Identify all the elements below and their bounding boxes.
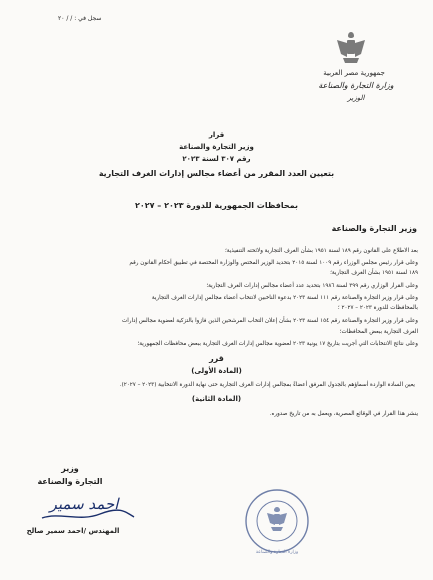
decision-subject-line1: بتعيين العدد المقرر من أعضاء مجالس إدارات الغرف التجارية	[98, 169, 335, 178]
preamble-line: وعلى قرار رئيس مجلس الوزراء رقم ١٠٠٩ لسنة ٢٠١٥ بتحديد الوزير المختص والوزارة المختصة في تطبيق أحكام القانون رقم	[129, 260, 418, 266]
preamble-line: وعلى قرار وزير التجارة والصناعة رقم ١١١ لسنة ٢٠٢٣ بدعوة الناخبين لانتخاب أعضاء مجالس إدارات الغرف التجارية	[151, 295, 418, 301]
preamble-line: وعلى القرار الوزاري رقم ٣٩٩ لسنة ١٩٨٦ بتحديد عدد أعضاء مجالس إدارات الغرف التجارية؛	[206, 283, 418, 289]
decision-subject-line2: بمحافظات الجمهورية للدورة ٢٠٢٣ – ٢٠٢٧	[134, 201, 299, 210]
article2-heading: (المادة الثانية)	[191, 395, 242, 403]
handwritten-signature: احمد سمير	[49, 495, 119, 513]
decision-issuer: وزير التجارة والصناعة	[179, 143, 254, 151]
preamble-line: وعلى نتائج الانتخابات التي أجريت بتاريخ ١٧ يونية ٢٠٢٣ لعضوية مجالس إدارات الغرف التجارية ببعض محافظات الجمهورية؛	[137, 341, 418, 347]
decided-label: قرر	[209, 354, 224, 363]
preamble-line: بعد الاطلاع على القانون رقم ١٨٩ لسنة ١٩٥١ بشأن الغرف التجارية ولائحته التنفيذية؛	[224, 248, 418, 254]
signature-stroke-icon	[40, 508, 136, 524]
preamble-line: بالمحافظات للدورة ٢٠٢٣ – ٢٠٢٧ ؛	[337, 305, 418, 311]
signatory-name: المهندس /احمد سمير صالح	[26, 527, 120, 535]
decision-label: قرار	[208, 131, 225, 139]
decision-number: رقم ٣٠٧ لسنة ٢٠٢٣	[182, 155, 251, 163]
preamble-line: ١٨٩ لسنة ١٩٥١ بشأن الغرف التجارية؛	[330, 270, 418, 276]
registry-field: سجل في : / / ٢٠	[58, 15, 102, 22]
signatory-title-line1: وزير	[61, 464, 79, 473]
letterhead-minister: الوزير	[347, 94, 365, 102]
preamble-line: وعلى قرار وزير التجارة والصناعة رقم ١٥٤ لسنة ٢٠٢٣ بشأن إعلان التخاب المرشحين الذين فازوا بالتزكية لعضوية مجالس إدارات	[121, 318, 418, 324]
official-stamp-icon	[243, 487, 311, 555]
article1-text: يعين السادة الواردة أسماؤهم بالجدول المرفق أعضاءً بمجالس إدارات الغرف التجارية حتى نهاية الدورة الانتخابية (٢٠٢٣ – ٢٠٢٧).	[119, 382, 415, 388]
article2-text: ينشر هذا القرار في الوقائع المصرية، ويعمل به من تاريخ صدوره.	[269, 411, 418, 417]
stamp-text: وزارة التجارة والصناعة	[255, 550, 299, 555]
minister-heading: وزير التجارة والصناعة	[331, 224, 417, 233]
article1-heading: (المادة الأولى)	[191, 367, 242, 375]
signatory-title-line2: التجارة والصناعة	[37, 477, 103, 486]
preamble-line: الغرف التجارية ببعض المحافظات؛	[339, 329, 418, 335]
letterhead-ministry: وزارة التجارة والصناعة	[318, 81, 394, 90]
letterhead-country: جمهورية مصر العربية	[323, 69, 385, 77]
eagle-emblem-icon	[331, 28, 371, 68]
